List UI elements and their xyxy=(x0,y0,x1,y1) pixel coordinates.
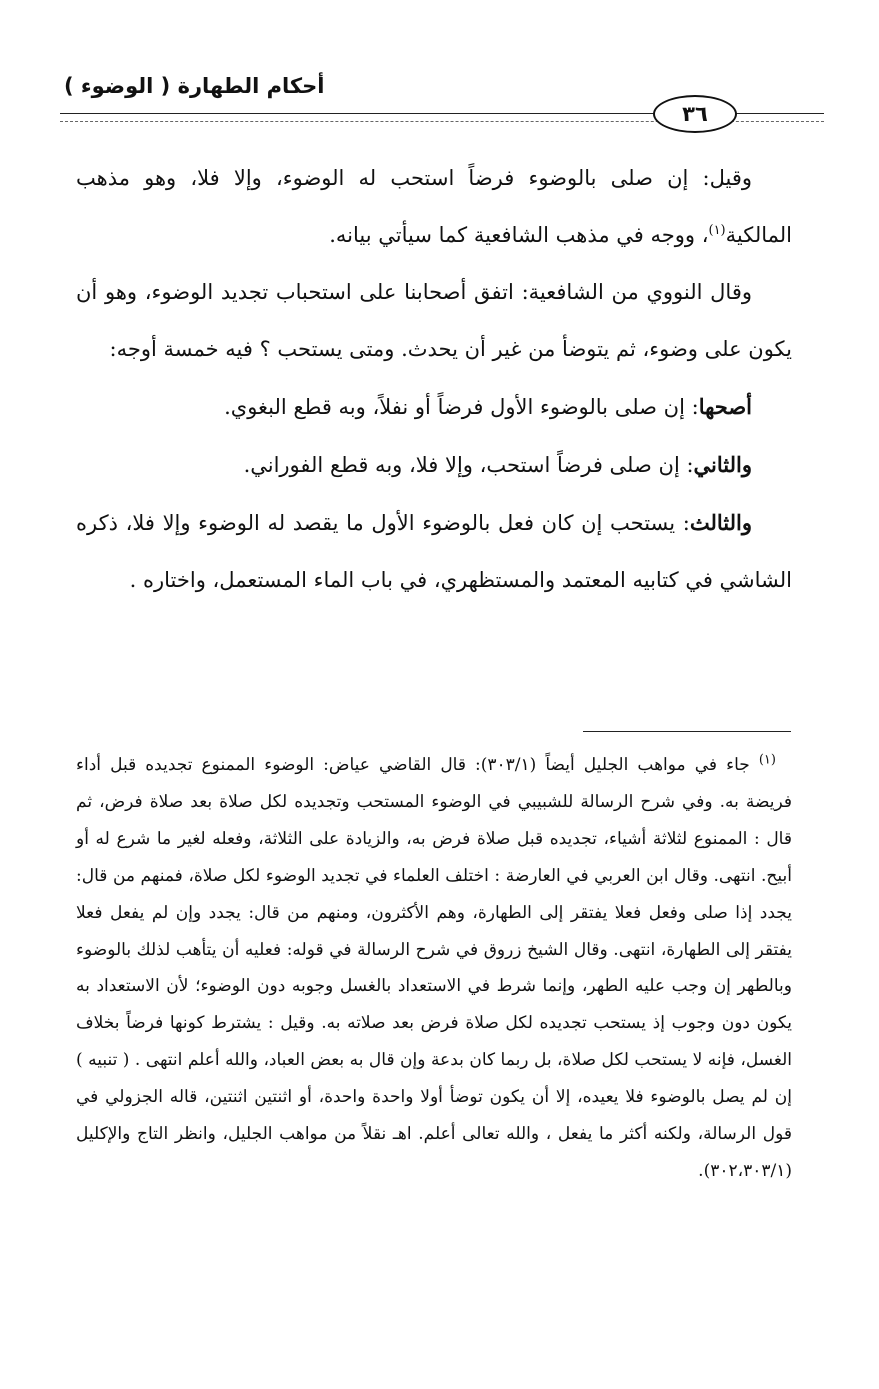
p1-text-a: وقيل: إن صلى بالوضوء فرضاً استحب له الوضوء، وإلا فلا، وهو مذهب المالكية xyxy=(76,166,792,247)
footnote-marker: (١) xyxy=(758,752,776,768)
footnote-separator xyxy=(583,731,791,732)
list-item-3 xyxy=(76,494,792,609)
main-text xyxy=(76,150,792,609)
paragraph-2: وقال النووي من الشافعية: اتفق أصحابنا على استحباب تجديد الوضوء، وهو أن يكون على وضوء، ثم يتوضأ من غير أن يحدث. ومتى يستحب ؟ فيه خمسة أوجه: xyxy=(76,280,792,361)
item-3-text: : يستحب إن كان فعل بالوضوء الأول ما يقصد له الوضوء وإلا فلا، ذكره الشاشي في كتابيه المعتمد والمستظهري، في باب الماء المستعمل، واختاره . xyxy=(76,511,792,592)
page-number: ٣٦ xyxy=(653,95,737,133)
list-item-2 xyxy=(76,436,792,494)
item-3-label: والثالث xyxy=(689,510,752,535)
p1-text-b: ، ووجه في مذهب الشافعية كما سيأتي بيانه. xyxy=(329,223,709,247)
footnote-text: جاء في مواهب الجليل أيضاً (٣٠٣/١): قال القاضي عياض: الوضوء الممنوع تجديده قبل أداء فريضة به. وفي شرح الرسالة للشبيبي في الوضوء المستحب وتجديده لكل صلاة بعد صلاة فرض، ثم قال : الممنوع لثلاثة أشياء، تجديده قبل صلاة فرض به، والزيادة على الثلاثة، وفعله لغير ما شرع له أو أبيح. انتهى. وقال ابن العربي في العارضة : اختلف العلماء في تجديد الوضوء لكل صلاة، فمنهم من قال: يجدد إذا صلى وفعل فعلا يفتقر إلى الطهارة، وهم الأكثرون، ومنهم من قال: يجدد وإن لم يفعل فعلا يفتقر إلى الطهارة، انتهى. وقال الشيخ زروق في شرح الرسالة في قوله: فعليه أن يتأهب لذلك بالوضوء وبالطهر إن وجب عليه الطهر، وإنما شرط في الاستعداد بالغسل وجوبه دون الوضوء؛ لأن الاستعداد به يكون دون وجوب إذ يستحب تجديده لكل صلاة فرض بعد صلاته به. وقيل : يشترط كونها فرضاً بخلاف الغسل، فإنه لا يستحب لكل صلاة، بل ربما كان بدعة وإن قال به بعض العباد، والله أعلم انتهى . ( تنبيه ) إن لم يصل بالوضوء فلا يعيده، إلا أن يكون توضأ أولا واحدة واحدة، أو اثنتين اثنتين، قاله الجزولي في قول الرسالة، ولكنه أكثر ما يفعل ، والله تعالى أعلم. اهـ نقلاً من مواهب الجليل، وانظر التاج والإكليل (٣٠٢،٣٠٣/١). xyxy=(76,755,792,1181)
item-1-text: : إن صلى بالوضوء الأول فرضاً أو نفلاً، وبه قطع البغوي. xyxy=(224,395,699,419)
list-item-1 xyxy=(76,378,792,436)
footnote xyxy=(76,747,792,1190)
footnote-paragraph xyxy=(76,747,792,1190)
item-2-text: : إن صلى فرضاً استحب، وإلا فلا، وبه قطع الفوراني. xyxy=(243,453,694,477)
item-1-label: أصحها xyxy=(698,394,752,419)
footnote-reference: (١) xyxy=(708,223,726,238)
item-2-label: والثاني xyxy=(693,452,752,477)
paragraph-1 xyxy=(76,150,792,264)
running-title: أحكام الطهارة ( الوضوء ) xyxy=(64,74,325,98)
